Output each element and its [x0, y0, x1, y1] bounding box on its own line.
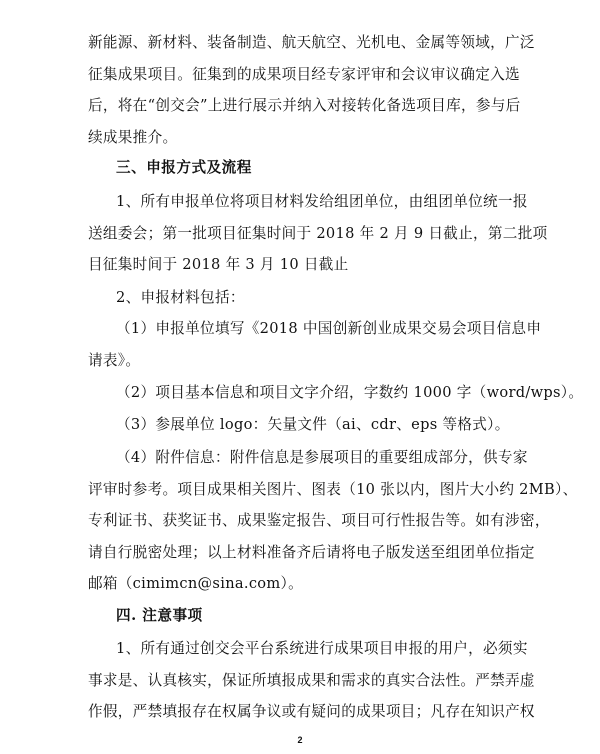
paragraph-material-3 — [88, 409, 520, 441]
text-line: 后，将在“创交会”上进行展示并纳入对接转化备选项目库，参与后 — [88, 97, 521, 115]
text-line: 请自行脱密处理；以上材料准备齐后请将电子版发送至组团单位指定 — [88, 543, 535, 561]
paragraph-intro-continuation — [88, 27, 535, 153]
text-line: 专利证书、获奖证书、成果鉴定报告、项目可行性报告等。如有涉密， — [88, 512, 550, 530]
text-line: （2）项目基本信息和项目文字介绍，字数约 1000 字（word/wps）。 — [116, 384, 584, 401]
text-line: 新能源、新材料、装备制造、航天航空、光机电、金属等领域，广泛 — [88, 34, 535, 51]
paragraph-material-2 — [88, 377, 584, 409]
text-line: 事求是、认真核实，保证所填报成果和需求的真实合法性。严禁弄虚 — [88, 671, 535, 689]
section-heading-submission-method: 三、申报方式及流程 — [116, 159, 252, 176]
text-line: 1、所有申报单位将项目材料发给组团单位，由组团单位统一报 — [116, 193, 528, 210]
text-line: 目征集时间于 2018 年 3 月 10 日截止 — [88, 256, 349, 274]
paragraph-notes-1 — [88, 633, 535, 728]
paragraph-material-4 — [88, 442, 578, 600]
text-line: （3）参展单位 logo：矢量文件（ai、cdr、eps 等格式）。 — [116, 416, 510, 433]
text-line: 送组委会；第一批项目征集时间于 2018 年 2 月 9 日截止，第二批项 — [88, 224, 548, 242]
text-line: （4）附件信息：附件信息是参展项目的重要组成部分，供专家 — [116, 449, 528, 466]
page-number: 2 — [297, 735, 303, 745]
text-line: 1、所有通过创交会平台系统进行成果项目申报的用户，必须实 — [116, 640, 528, 657]
paragraph-material-1 — [88, 313, 542, 376]
paragraph-submission-1 — [88, 186, 548, 281]
paragraph-submission-2 — [88, 282, 520, 314]
text-line: 续成果推介。 — [88, 128, 178, 146]
text-line: 2、申报材料包括： — [116, 289, 245, 306]
text-line: 请表》。 — [88, 351, 141, 369]
text-line: （1）申报单位填写《2018 中国创新创业成果交易会项目信息申 — [116, 320, 542, 337]
section-heading-notes: 四. 注意事项 — [116, 607, 203, 624]
text-line: 评审时参考。项目成果相关图片、图表（10 张以内，图片大小约 2MB）、 — [88, 480, 578, 498]
text-line: 作假，严禁填报存在权属争议或有疑问的成果项目；凡存在知识产权 — [88, 703, 535, 721]
text-line: 征集成果项目。征集到的成果项目经专家评审和会议审议确定入选 — [88, 65, 520, 83]
text-line: 邮箱（cimimcn@sina.com）。 — [88, 575, 304, 593]
